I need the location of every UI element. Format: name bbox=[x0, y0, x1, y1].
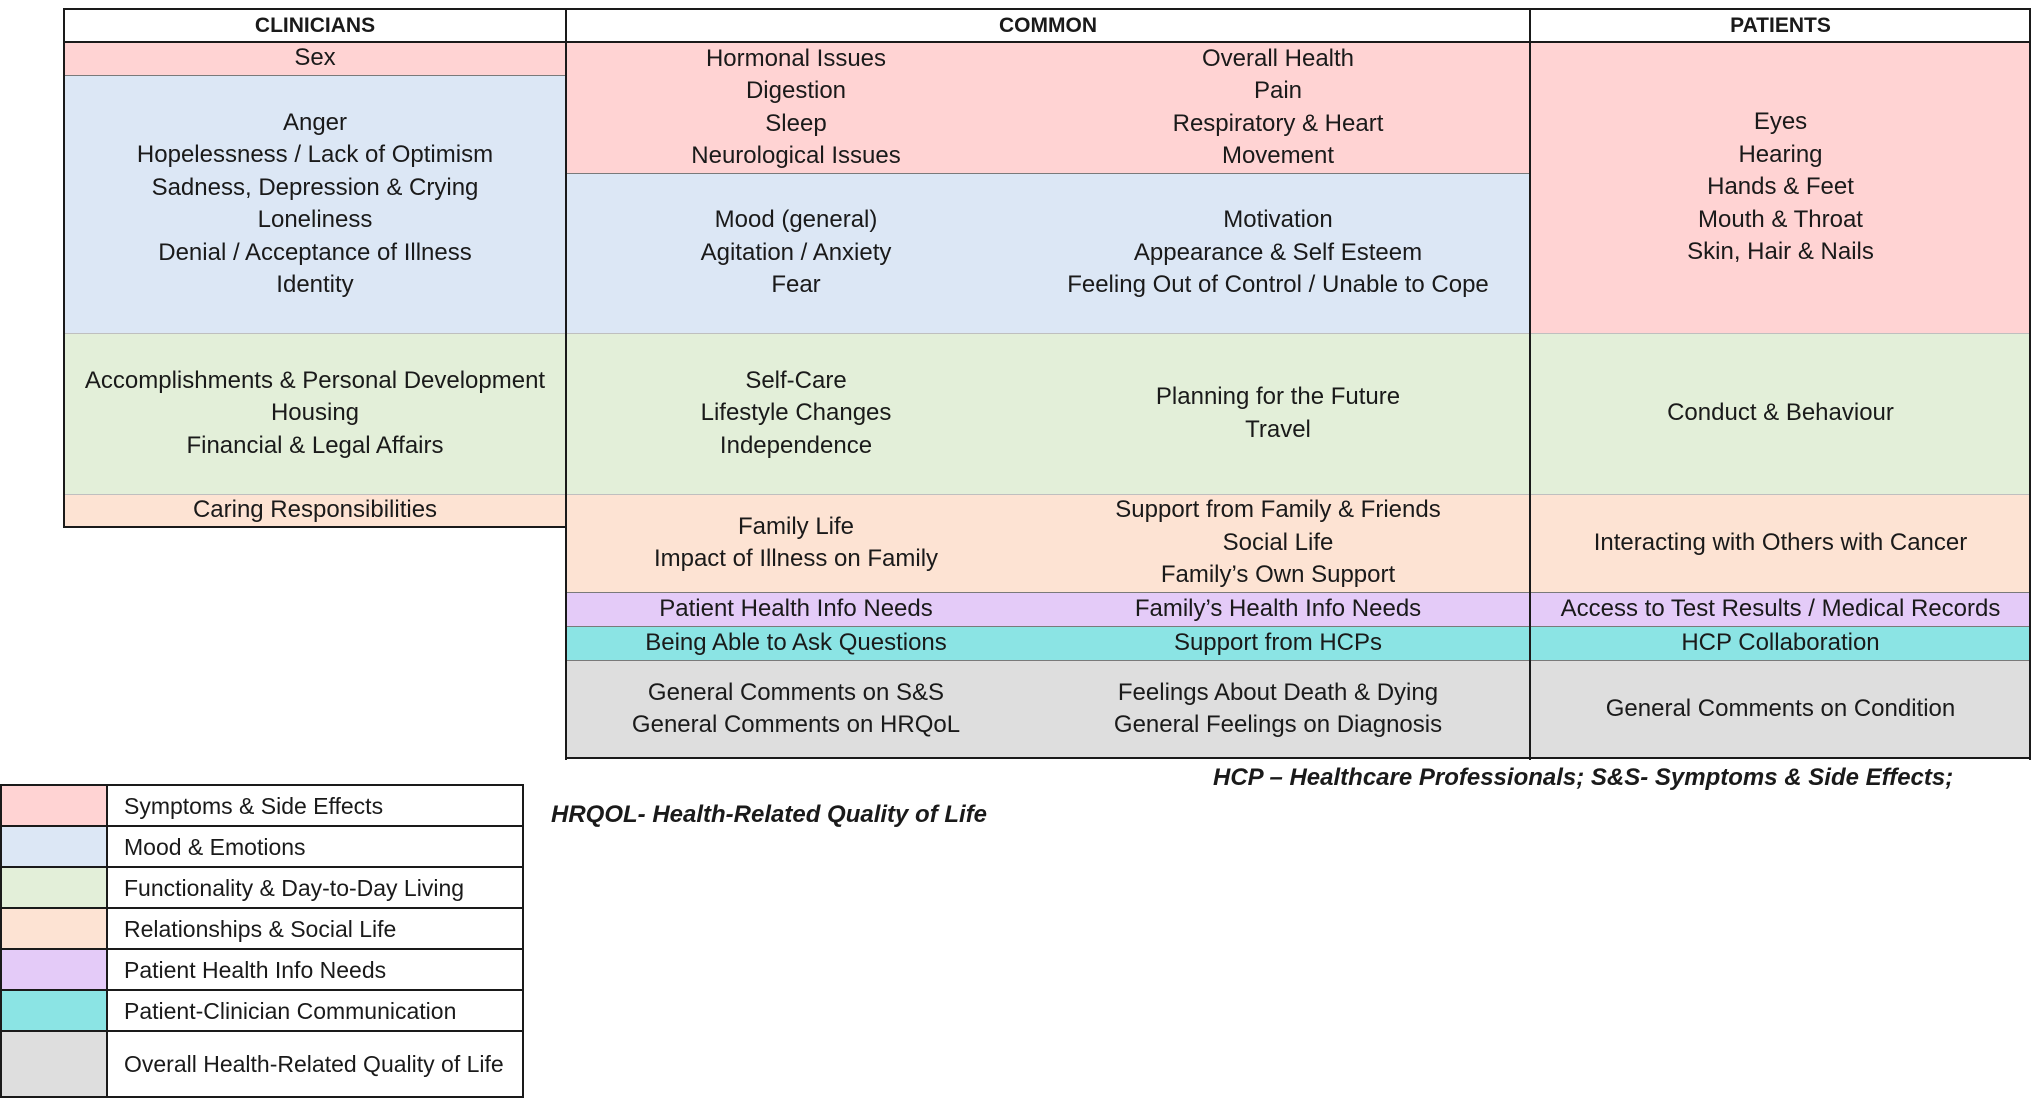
patients-communication-cell bbox=[1530, 626, 2031, 660]
cell-item: Being Able to Ask Questions bbox=[645, 628, 947, 656]
legend-swatch bbox=[2, 950, 108, 989]
legend-swatch bbox=[2, 827, 108, 866]
cell-item: Planning for the Future bbox=[1155, 383, 1401, 410]
abbreviations-note-line-1: HCP – Healthcare Professionals; S&S- Symptoms & Side Effects; bbox=[1213, 764, 1954, 791]
patients-overall-cell bbox=[1530, 660, 2031, 758]
cell-item: Digestion bbox=[745, 77, 847, 104]
cell-item: Travel bbox=[1245, 415, 1311, 443]
common-symptoms-cell-left bbox=[566, 42, 1026, 173]
common-communication-cell-left bbox=[566, 626, 1026, 660]
common-function-cell-left bbox=[566, 333, 1026, 494]
row-divider bbox=[64, 333, 2031, 334]
cell-item: Mood (general) bbox=[714, 206, 878, 234]
common-relationships-cell-left bbox=[566, 494, 1026, 592]
table-bottom-border bbox=[565, 757, 2031, 759]
legend-item-relationships bbox=[0, 907, 524, 950]
cell-item: Overall Health bbox=[1201, 44, 1355, 72]
patients-function-cell bbox=[1530, 333, 2031, 494]
cell-item: Accomplishments & Personal Development bbox=[84, 366, 546, 394]
cell-item: Family Life bbox=[737, 512, 855, 540]
common-mood-cell-left bbox=[566, 173, 1026, 333]
column-divider-common-right bbox=[1529, 8, 1531, 760]
cell-item: Mouth & Throat bbox=[1698, 205, 1863, 233]
patients-info-cell bbox=[1530, 592, 2031, 626]
column-divider-common-left bbox=[565, 8, 567, 760]
cell-item: Appearance & Self Esteem bbox=[1133, 238, 1423, 266]
row-divider bbox=[566, 173, 1530, 174]
cell-item: Patient Health Info Needs bbox=[659, 594, 933, 622]
legend-label: Patient-Clinician Communication bbox=[124, 997, 457, 1024]
cell-item: Support from Family & Friends bbox=[1115, 496, 1441, 524]
cell-item: Conduct & Behaviour bbox=[1667, 399, 1894, 427]
cell-item: Support from HCPs bbox=[1173, 628, 1383, 656]
cell-item: Impact of Illness on Family bbox=[653, 545, 939, 572]
legend-item-communication bbox=[0, 989, 524, 1032]
cell-item: Feelings About Death & Dying bbox=[1117, 678, 1439, 706]
legend-swatch bbox=[2, 909, 108, 948]
legend-item-mood bbox=[0, 825, 524, 868]
patients-symptoms-cell bbox=[1530, 42, 2031, 333]
header-common: COMMON bbox=[566, 9, 1530, 42]
header-bottom-border bbox=[64, 41, 2031, 43]
cell-item: General Comments on HRQoL bbox=[631, 711, 961, 738]
cell-item: Hormonal Issues bbox=[705, 44, 887, 72]
row-divider bbox=[64, 494, 2031, 495]
row-divider bbox=[566, 660, 2031, 661]
legend-swatch bbox=[2, 786, 108, 825]
cell-item: Sadness, Depression & Crying bbox=[151, 173, 479, 201]
cell-item: Family’s Health Info Needs bbox=[1134, 594, 1422, 622]
cell-item: Fear bbox=[771, 271, 821, 299]
legend-item-info bbox=[0, 948, 524, 991]
cell-item: Identity bbox=[276, 271, 354, 298]
common-communication-cell-right bbox=[1026, 626, 1530, 660]
cell-item: Neurological Issues bbox=[691, 142, 901, 169]
header-patients: PATIENTS bbox=[1530, 9, 2031, 42]
cell-item: Denial / Acceptance of Illness bbox=[158, 238, 472, 266]
cell-item: Caring Responsibilities bbox=[192, 496, 438, 524]
abbreviations-note-line-2: HRQOL- Health-Related Quality of Life bbox=[551, 801, 988, 828]
legend-item-overall bbox=[0, 1030, 524, 1098]
cell-item: Lifestyle Changes bbox=[700, 399, 892, 427]
cell-item: HCP Collaboration bbox=[1681, 628, 1880, 656]
header-clinicians: CLINICIANS bbox=[64, 9, 566, 42]
patients-relationships-cell bbox=[1530, 494, 2031, 592]
clinicians-function-cell bbox=[64, 333, 566, 494]
table-right-border bbox=[2029, 8, 2031, 760]
common-info-cell-right bbox=[1026, 592, 1530, 626]
clinicians-symptoms-cell bbox=[64, 42, 566, 75]
legend-label: Mood & Emotions bbox=[124, 833, 306, 860]
clinicians-mood-cell bbox=[64, 75, 566, 333]
cell-item: Skin, Hair & Nails bbox=[1687, 238, 1874, 266]
cell-item: Feeling Out of Control / Unable to Cope bbox=[1067, 271, 1489, 299]
cell-item: Housing bbox=[270, 399, 360, 427]
cell-item: Hopelessness / Lack of Optimism bbox=[136, 141, 494, 168]
clinicians-relationships-cell bbox=[64, 494, 566, 527]
cell-item: Social Life bbox=[1222, 528, 1334, 556]
cell-item: Access to Test Results / Medical Records bbox=[1560, 594, 2001, 622]
cell-item: Independence bbox=[719, 431, 873, 459]
cell-item: Self-Care bbox=[745, 366, 847, 394]
legend-label: Overall Health-Related Quality of Life bbox=[124, 1051, 504, 1077]
legend-swatch bbox=[2, 991, 108, 1030]
common-overall-cell-left bbox=[566, 660, 1026, 758]
legend-item-symptoms bbox=[0, 784, 524, 827]
legend-label: Patient Health Info Needs bbox=[124, 956, 387, 983]
cell-item: Pain bbox=[1253, 77, 1303, 104]
common-symptoms-cell-right bbox=[1026, 42, 1530, 173]
cell-item: General Comments on Condition bbox=[1605, 694, 1956, 722]
common-info-cell-left bbox=[566, 592, 1026, 626]
cell-item: Agitation / Anxiety bbox=[700, 238, 892, 266]
cell-item: Loneliness bbox=[257, 206, 373, 233]
cell-item: Hands & Feet bbox=[1707, 173, 1854, 201]
cell-item: Motivation bbox=[1223, 206, 1333, 234]
row-divider bbox=[566, 626, 2031, 627]
row-divider bbox=[64, 75, 566, 76]
cell-item: General Comments on S&S bbox=[647, 678, 945, 706]
common-mood-cell-right bbox=[1026, 173, 1530, 333]
cell-item: Anger bbox=[282, 108, 348, 136]
table-top-border bbox=[64, 8, 2031, 10]
legend-label: Relationships & Social Life bbox=[124, 915, 397, 942]
table-left-border bbox=[63, 8, 65, 528]
clinicians-bottom-border bbox=[63, 526, 567, 528]
row-divider bbox=[566, 592, 2031, 593]
cell-item: Financial & Legal Affairs bbox=[186, 431, 444, 459]
common-overall-cell-right bbox=[1026, 660, 1530, 758]
cell-item: Eyes bbox=[1753, 108, 1808, 136]
legend-label: Symptoms & Side Effects bbox=[124, 792, 384, 819]
cell-item: Sex bbox=[294, 44, 336, 72]
legend-item-function bbox=[0, 866, 524, 909]
cell-item: Sleep bbox=[765, 109, 827, 137]
cell-item: General Feelings on Diagnosis bbox=[1113, 711, 1443, 738]
legend-swatch bbox=[2, 1032, 108, 1096]
cell-item: Interacting with Others with Cancer bbox=[1593, 528, 1968, 556]
cell-item: Family’s Own Support bbox=[1160, 561, 1396, 589]
common-relationships-cell-right bbox=[1026, 494, 1530, 592]
legend-swatch bbox=[2, 868, 108, 907]
cell-item: Respiratory & Heart bbox=[1172, 109, 1384, 137]
cell-item: Hearing bbox=[1738, 140, 1823, 168]
legend-label: Functionality & Day-to-Day Living bbox=[124, 874, 465, 901]
cell-item: Movement bbox=[1221, 142, 1335, 169]
common-function-cell-right bbox=[1026, 333, 1530, 494]
